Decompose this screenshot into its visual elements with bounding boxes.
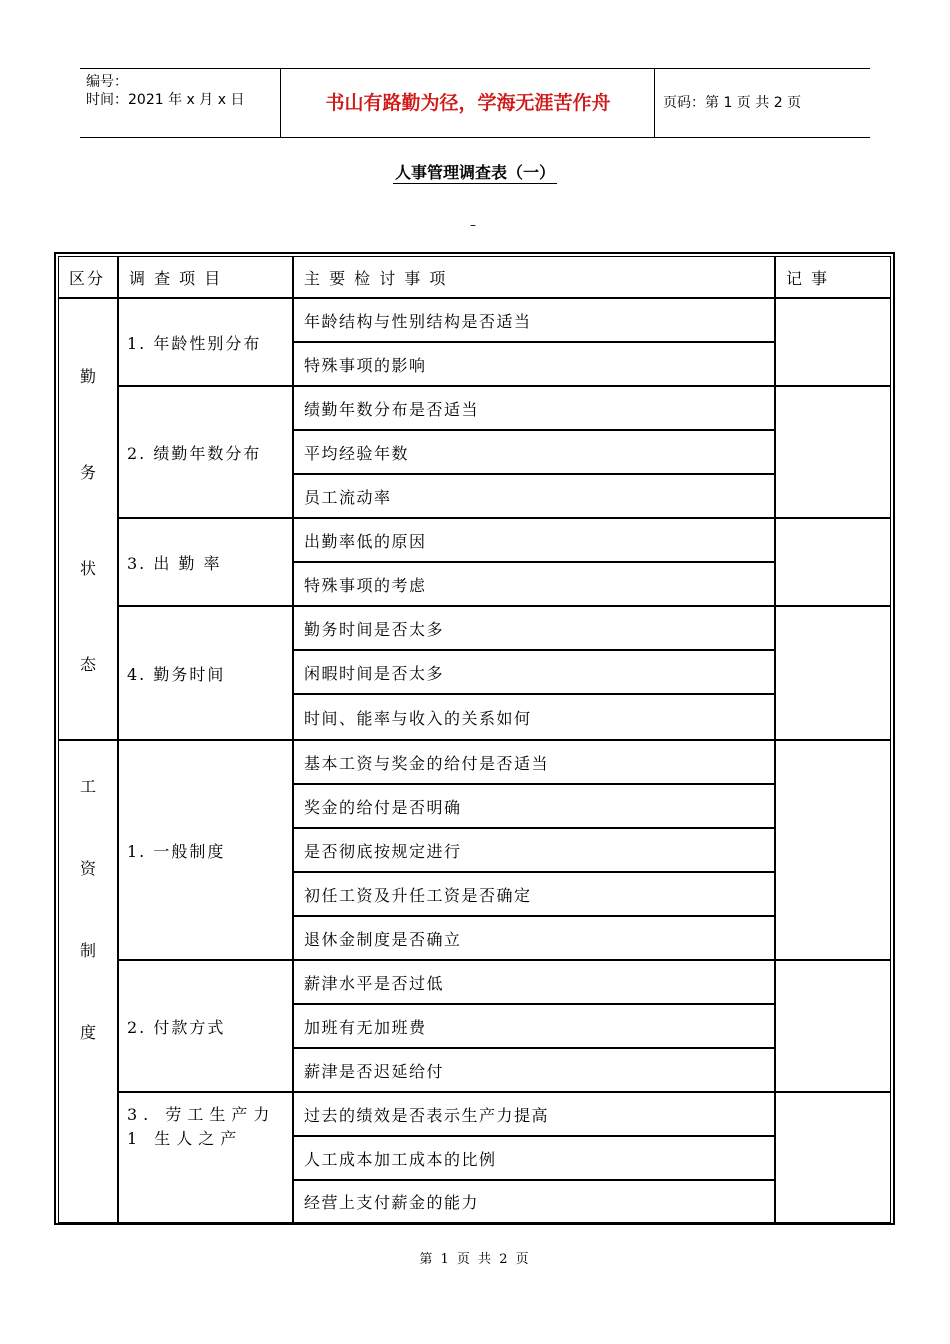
header-cell-category: 区分	[58, 256, 118, 298]
page-footer: 第 1 页 共 2 页	[419, 1252, 531, 1267]
time-label: 时间：2021 年 x 月 x 日	[86, 92, 245, 108]
question-cell: 基本工资与奖金的给付是否适当	[293, 740, 775, 784]
question-cell: 特殊事项的考虑	[293, 562, 775, 606]
header-slogan: 书山有路勤为径，学海无涯苦作舟	[282, 69, 655, 137]
document-title-text: 人事管理调查表（一）	[394, 163, 555, 182]
notes-cell[interactable]	[775, 960, 891, 1092]
number-label: 编号：	[86, 74, 128, 90]
header-cell-question: 主 要 检 讨 事 项	[293, 256, 775, 298]
question-cell: 闲暇时间是否太多	[293, 650, 775, 694]
question-cell: 过去的绩效是否表示生产力提高	[293, 1092, 775, 1136]
question-cell: 勤务时间是否太多	[293, 606, 775, 650]
question-cell: 退休金制度是否确立	[293, 916, 775, 960]
question-cell: 人工成本加工成本的比例	[293, 1136, 775, 1180]
category-char: 度	[79, 1022, 96, 1042]
item-cell: 2. 绩勤年数分布	[118, 386, 293, 518]
question-cell: 经营上支付薪金的能力	[293, 1180, 775, 1223]
item-cell: 4. 勤务时间	[118, 606, 293, 740]
category-char: 勤	[79, 366, 96, 386]
question-cell: 绩勤年数分布是否适当	[293, 386, 775, 430]
question-cell: 是否彻底按规定进行	[293, 828, 775, 872]
question-cell: 员工流动率	[293, 474, 775, 518]
question-cell: 特殊事项的影响	[293, 342, 775, 386]
question-cell: 时间、能率与收入的关系如何	[293, 694, 775, 740]
item-cell: 1. 一般制度	[118, 740, 293, 960]
question-cell: 出勤率低的原因	[293, 518, 775, 562]
category-char: 态	[79, 654, 96, 674]
notes-cell[interactable]	[775, 298, 891, 386]
document-header	[80, 68, 870, 138]
category-char: 工	[79, 777, 96, 797]
question-cell: 平均经验年数	[293, 430, 775, 474]
header-meta	[80, 69, 281, 137]
notes-cell[interactable]	[775, 740, 891, 960]
item-cell: 3. 出 勤 率	[118, 518, 293, 606]
question-cell: 加班有无加班费	[293, 1004, 775, 1048]
item-cell: 3. 劳工生产力 1 生人之产	[118, 1092, 293, 1223]
question-cell: 薪津是否迟延给付	[293, 1048, 775, 1092]
document-title	[0, 160, 950, 183]
header-cell-item: 调 查 项 目	[118, 256, 293, 298]
dash-mark: –	[470, 218, 476, 232]
item-cell: 2. 付款方式	[118, 960, 293, 1092]
question-cell: 薪津水平是否过低	[293, 960, 775, 1004]
category-cell-attendance	[58, 298, 118, 740]
notes-cell[interactable]	[775, 1092, 891, 1223]
question-cell: 年龄结构与性别结构是否适当	[293, 298, 775, 342]
category-char: 状	[79, 558, 96, 578]
category-char: 资	[79, 859, 96, 879]
category-char: 务	[79, 462, 96, 482]
header-page-info: 页码：第 1 页 共 2 页	[663, 95, 802, 111]
notes-cell[interactable]	[775, 518, 891, 606]
category-char: 制	[79, 940, 96, 960]
header-cell-notes: 记 事	[775, 256, 891, 298]
notes-cell[interactable]	[775, 386, 891, 518]
question-cell: 奖金的给付是否明确	[293, 784, 775, 828]
notes-cell[interactable]	[775, 606, 891, 740]
category-cell-wage	[58, 740, 118, 1223]
item-cell: 1. 年龄性别分布	[118, 298, 293, 386]
question-cell: 初任工资及升任工资是否确定	[293, 872, 775, 916]
